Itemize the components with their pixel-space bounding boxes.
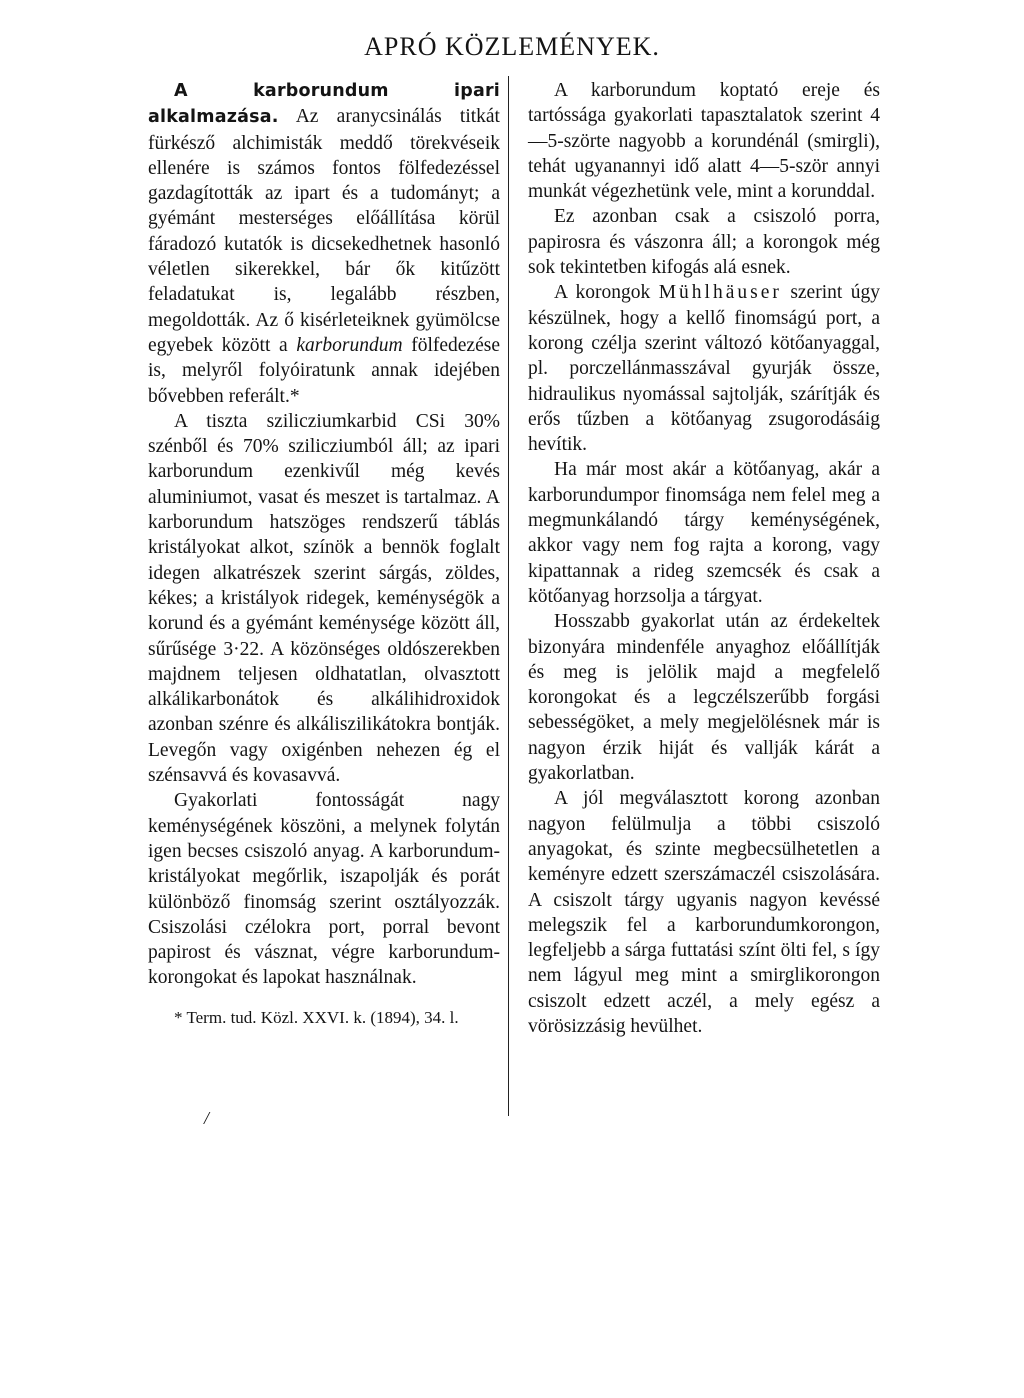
paragraph-binder-mismatch: Ha már most akár a kötőanyag, akár a karborundumpor finomsága nem felel meg a megmunkálandó tárgy keménységének, akkor vagy nem fog rajta a korong, vagy kipattannak a rideg szemcsék és csak a kötőanyag horzsolja a tárgyat. <box>528 459 880 607</box>
footnote: * Term. tud. Közl. XXVI. k. (1894), 34. l. <box>174 1007 459 1027</box>
italic-term-karborundum: karborundum <box>296 334 403 356</box>
paragraph-abrasive-power: A karborundum koptató ereje és tartóssága gyakorlati tapasztalatok szerint 4—5-szörte nagyobb a korundénál (smirgli), tehát ugyanannyi idő alatt 4—5-ször annyi munkát végezhetünk vele, mint a korunddal. <box>528 80 880 203</box>
intro-text-end: fölfedezése is, melyről folyóiratunk annak idejében bővebben referált.* <box>148 334 500 407</box>
paragraph-discs-caveat: Ez azonban csak a csiszoló porra, papirosra és vászonra áll; a korongok még sok tekintetben kifogás alá esnek. <box>528 206 880 279</box>
running-head-title: APRÓ KÖZLEMÉNYEK. <box>364 32 660 61</box>
paragraph-practical-importance: Gyakorlati fontosságát nagy keménységének köszöni, a melynek folytán igen becses csiszoló anyag. A karborundum-kristályokat megőrlik, iszapolják és porát különböző finomság szerint osztályozzák. Csiszolási czélokra port, porral bevont papirost és vásznat, végre karborundum-korongokat és lapokat használnak. <box>148 790 500 989</box>
spaced-name-muhlhauser: Mühlhäuser <box>658 282 782 304</box>
muhlhauser-text-start: A korongok <box>554 282 651 304</box>
paragraph-longer-practice: Hosszabb gyakorlat után az érdekeltek bizonyára mindenféle anyaghoz előállítják és meg is jelölik majd a megfelelő korongokat és a legczélszerűbb forgási sebességöket, a mely megjelölésnek már is nagyon érzik hiját és vallják kárát a gyakorlatban. <box>528 611 880 785</box>
muhlhauser-text-end: szerint úgy készülnek, hogy a kellő finomságú port, a korong czélja szerint változó kötőanyaggal, pl. porczellánmasszával gyurják össze, hidraulikus nyomással sajtolják, szárítják és erős tűzben a kötőanyag zsugorodásáig hevítik. <box>528 282 881 456</box>
paragraph-intro <box>148 78 500 409</box>
column-divider <box>508 76 509 1116</box>
article-heading: A karborundum ipari alkalmazása. <box>148 81 500 128</box>
stray-mark: / <box>204 1108 210 1128</box>
paragraph-muhlhauser-method <box>528 280 880 457</box>
right-column <box>528 78 880 1039</box>
paragraph-well-chosen-disc: A jól megválasztott korong azonban nagyon felülmulja a többi csiszoló anyagokat, és szinte megbecsülhetetlen a keményre edzett szerszámaczél csiszolására. A csiszolt tárgy ugyanis nagyon kevéssé melegszik fel a karborundumkorongon, legfeljebb a sárga futtatási színt ölti fel, s így nem lágyul meg mint a smirglikorongon csiszolt edzett aczél, a mely egész a vörösizzásig hevülhet. <box>528 788 880 1037</box>
intro-text: Az aranycsinálás titkát fürkésző alchimisták meddő törekvéseik ellenére is számos fontos fölfedezéssel gazdagították az ipart és a tudományt; a gyémánt mesterséges előállítása körül fáradozó kutatók is dicsekedhetnek hasonló véletlen sikerekkel, bár ők kitűzött feladatukat is, legalább részben, megoldották. Az ő kisérleteiknek gyümölcse egyebek között a <box>148 106 500 356</box>
paragraph-composition: A tiszta szilicziumkarbid CSi 30% szénből és 70% szilicziumból áll; az ipari karborundum ezenkivűl még kevés aluminiumot, vasat és meszet is tartalmaz. A karborundum hatszöges rendszerű táblás kristályokat alkot, színök a bennök foglalt idegen alkatrészek szerint sárgás, zöldes, kékes; a kristályok ridegek, keménységök a korund és a gyémánt keménysége között áll, sűrűsége 3·22. A közönséges oldószerekben majdnem teljesen oldhatatlan, olvasztott alkálikarbonátok és alkálihidroxidok azonban szénre és alkáliszilikátokra bontják. Levegőn vagy oxigénben nehezen ég el szénsavvá és kovasavvá. <box>148 410 500 787</box>
left-column <box>148 78 500 1029</box>
